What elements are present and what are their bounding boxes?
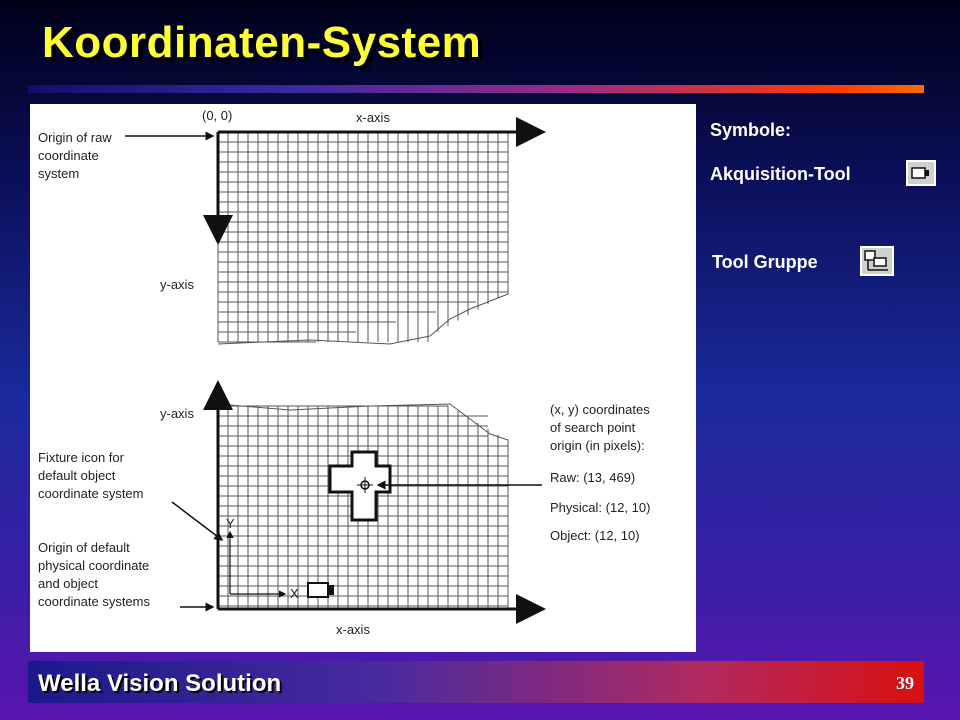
slide-title: Koordinaten-System	[42, 18, 482, 67]
acquisition-tool-icon	[906, 160, 936, 186]
tool-group-icon	[862, 248, 892, 274]
diagram-canvas	[30, 104, 696, 652]
raw-origin-note-1: Origin of raw	[38, 130, 112, 145]
default-origin-note-3: and object	[38, 576, 98, 591]
legend-heading: Symbole:	[710, 120, 792, 140]
page-number: 39	[896, 673, 914, 693]
default-origin-note-4: coordinate systems	[38, 594, 150, 609]
local-y-label: Y	[226, 516, 235, 531]
origin-coords-label: (0, 0)	[202, 108, 233, 123]
raw-coords: Raw: (13, 469)	[550, 470, 636, 485]
footer-brand: Wella Vision Solution	[38, 670, 282, 697]
camera-icon	[908, 162, 934, 184]
tool-group-label: Tool Gruppe	[712, 252, 818, 272]
tool-group-icon-box	[860, 246, 894, 276]
top-y-axis-label: y-axis	[160, 277, 194, 292]
top-grid	[218, 132, 508, 342]
acquisition-tool-label: Akquisition-Tool	[710, 164, 851, 184]
search-pattern-cross	[330, 452, 390, 520]
object-coords: Object: (12, 10)	[550, 528, 640, 543]
bottom-y-axis-label: y-axis	[160, 406, 194, 421]
coords-note-1: (x, y) coordinates	[550, 402, 650, 417]
footer-bar	[28, 661, 924, 703]
fixture-note-3: coordinate system	[38, 486, 144, 501]
default-origin-note-1: Origin of default	[38, 540, 130, 555]
coordinate-diagram	[30, 104, 696, 652]
fixture-pointer	[172, 502, 222, 540]
fixture-note-2: default object	[38, 468, 116, 483]
coords-note-2: of search point	[550, 420, 636, 435]
title-divider	[28, 85, 924, 93]
camera-icon	[308, 583, 334, 597]
physical-coords: Physical: (12, 10)	[550, 500, 651, 515]
coords-note-3: origin (in pixels):	[550, 438, 645, 453]
raw-origin-note-3: system	[38, 166, 80, 181]
default-origin-note-2: physical coordinate	[38, 558, 150, 573]
top-x-axis-label: x-axis	[356, 110, 390, 125]
local-x-label: X	[290, 586, 299, 601]
bottom-x-axis-label: x-axis	[336, 622, 370, 637]
raw-origin-note-2: coordinate	[38, 148, 99, 163]
fixture-note-1: Fixture icon for	[38, 450, 124, 465]
